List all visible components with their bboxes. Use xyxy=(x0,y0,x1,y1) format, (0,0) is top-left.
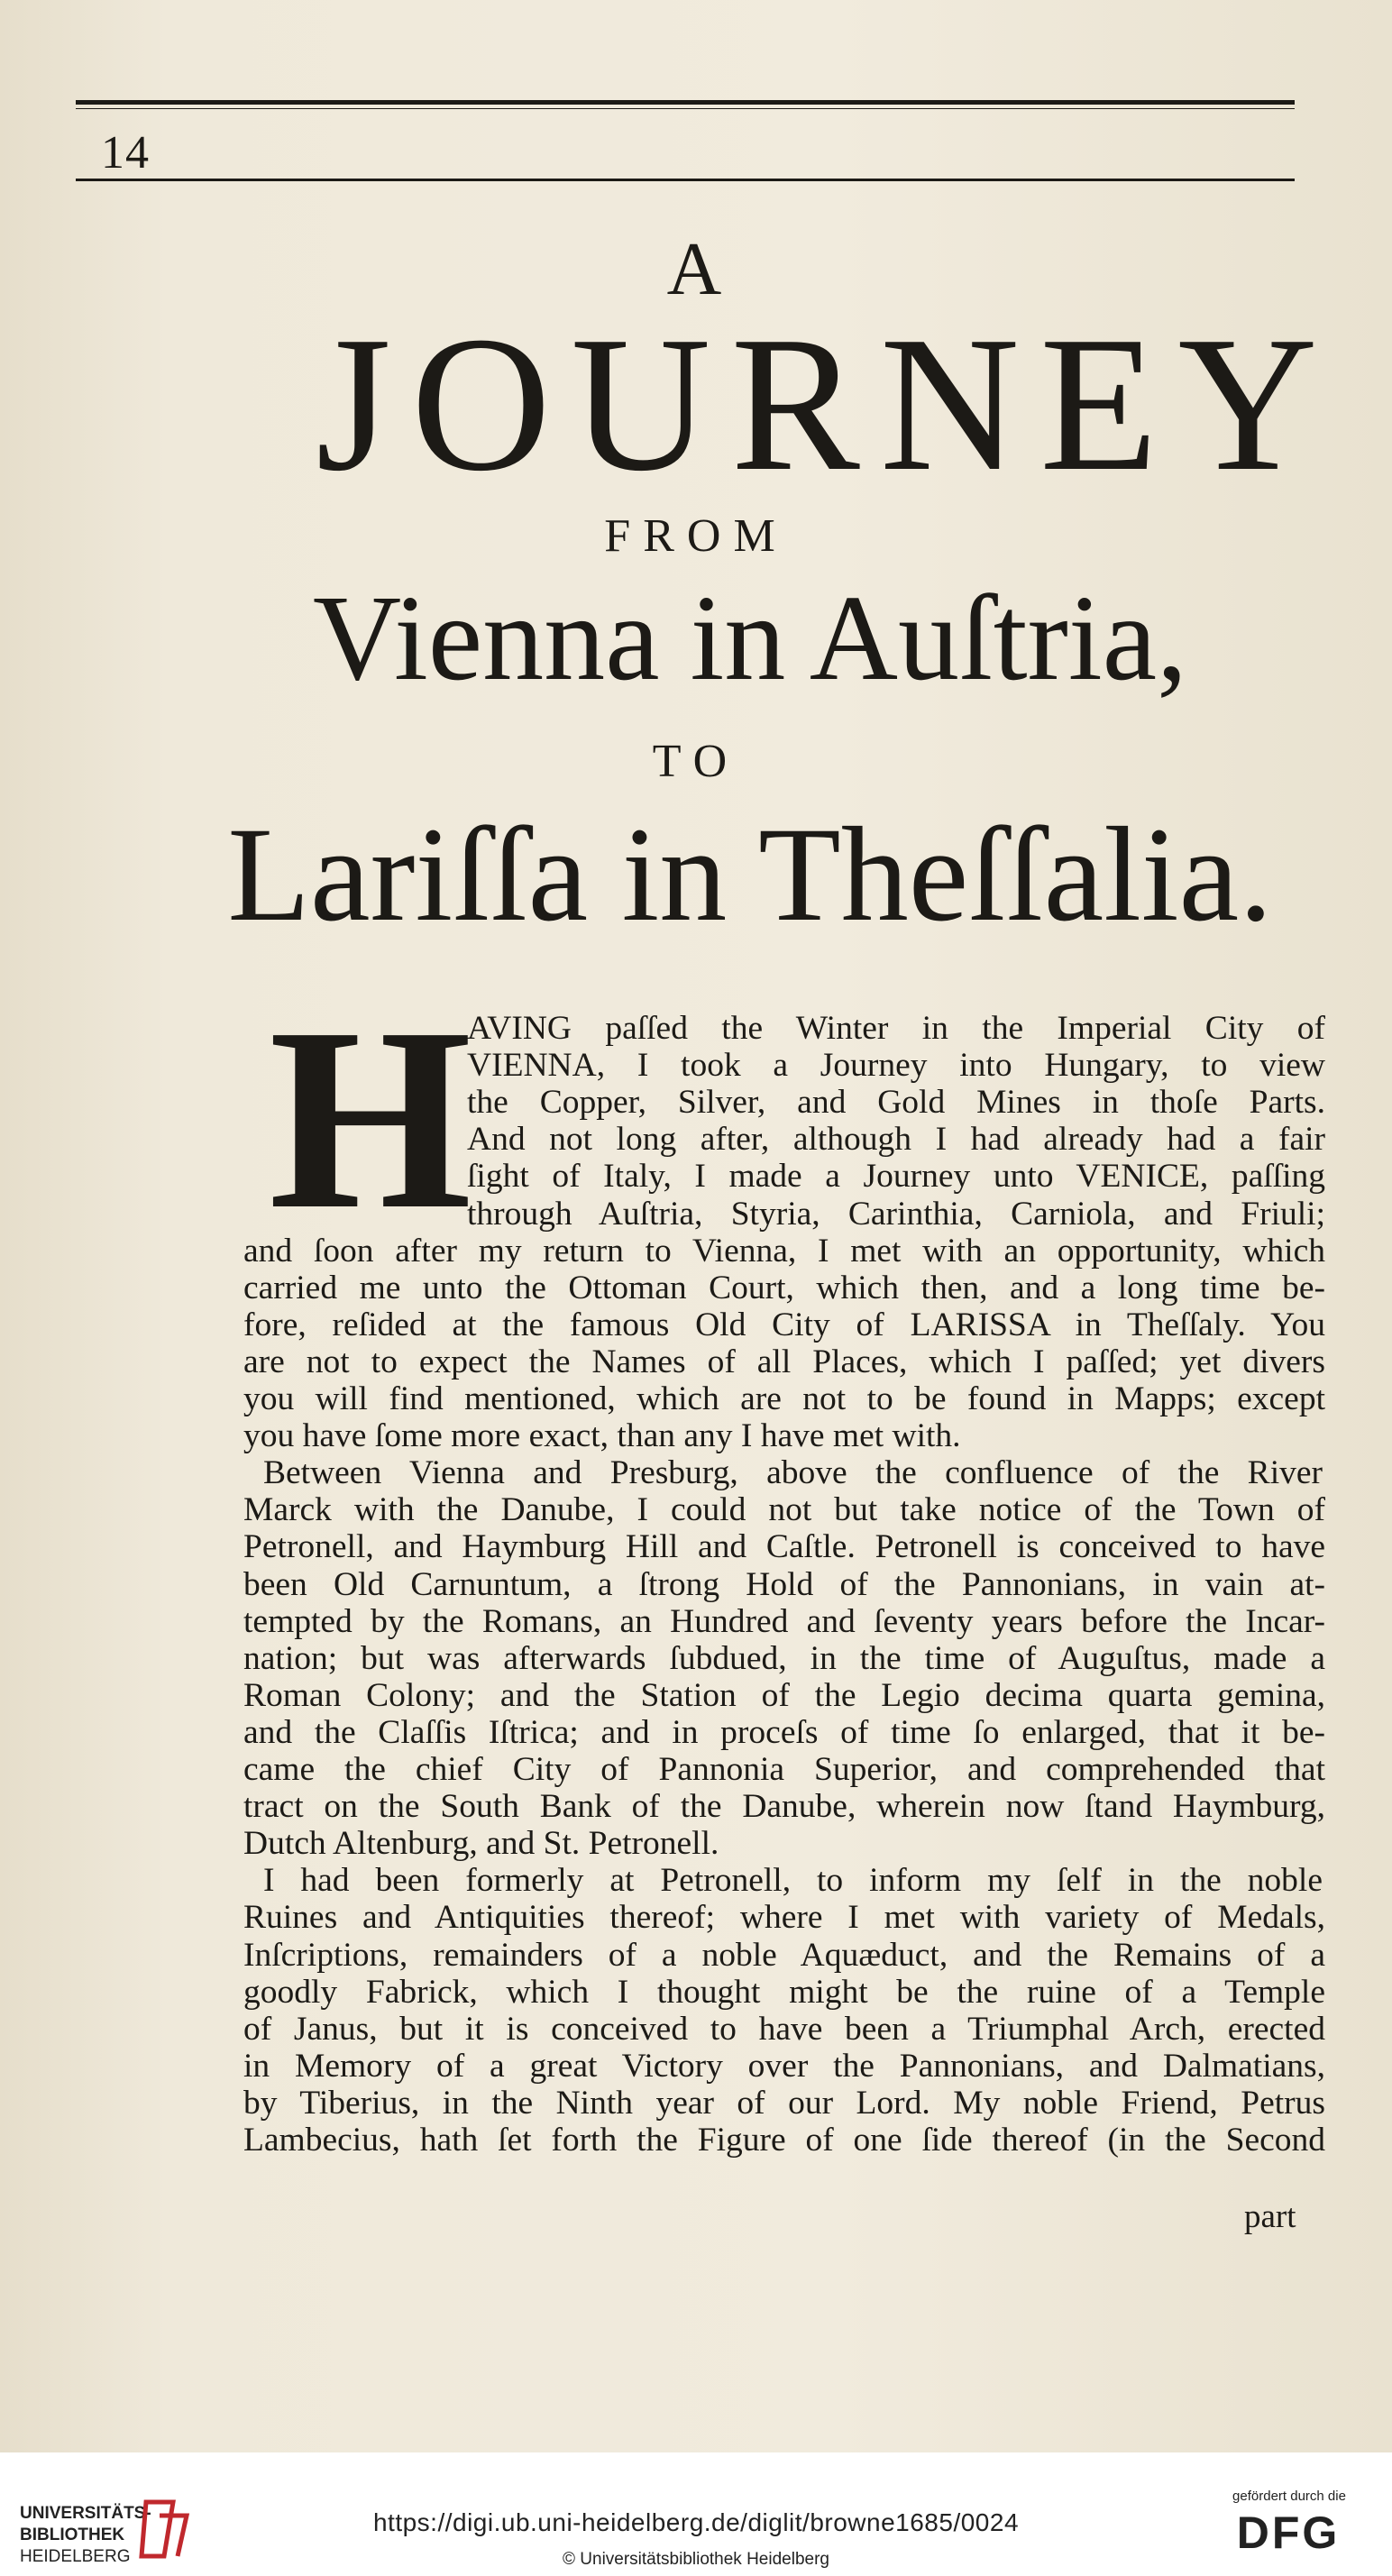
body-line: Dutch Altenburg, and St. Petronell. xyxy=(243,1825,719,1863)
body-line: and ſoon after my return to Vienna, I met with an opportunity, which xyxy=(243,1232,1325,1270)
body-line: Inſcriptions, remainders of a noble Aquæduct, and the Remains of a xyxy=(243,1936,1325,1974)
body-line: tract on the South Bank of the Danube, wherein now ſtand Haymburg, xyxy=(243,1788,1325,1826)
body-line: AVING paſſed the Winter in the Imperial City of xyxy=(467,1010,1325,1047)
body-line: you will find mentioned, which are not to be found in Mapps; except xyxy=(243,1380,1325,1417)
body-line: the Copper, Silver, and Gold Mines in thoſe Parts. xyxy=(467,1084,1325,1122)
copyright-notice: © Universitätsbibliothek Heidelberg xyxy=(563,2550,829,2569)
top-rule-thick xyxy=(76,100,1295,105)
body-line: goodly Fabrick, which I thought might be the ruine of a Temple xyxy=(243,1973,1325,2011)
body-line: Lambecius, hath ſet forth the Figure of one ſide thereof (in the Second xyxy=(243,2122,1325,2159)
body-line: came the chief City of Pannonia Superior, and comprehended that xyxy=(243,1751,1325,1788)
body-line: you have ſome more exact, than any I have met with. xyxy=(243,1417,961,1455)
catchword: part xyxy=(1244,2198,1296,2235)
library-name-line3: HEIDELBERG xyxy=(20,2547,131,2566)
header-rule xyxy=(76,179,1295,181)
body-line: and the Claſſis Iſtrica; and in proceſs of time ſo enlarged, that it be- xyxy=(243,1713,1325,1751)
body-line: VIENNA, I took a Journey into Hungary, to view xyxy=(467,1047,1325,1085)
title-article: A xyxy=(666,227,726,311)
body-line: carried me unto the Ottoman Court, which then, and a long time be- xyxy=(243,1269,1325,1306)
body-line: are not to expect the Names of all Places, which I paſſed; yet divers xyxy=(243,1343,1325,1380)
page-number: 14 xyxy=(101,127,150,179)
body-line: nation; but was afterwards ſubdued, in the time of Auguſtus, made a xyxy=(243,1639,1325,1677)
funded-by-label: gefördert durch die xyxy=(1232,2489,1346,2504)
body-line: of Janus, but it is conceived to have been a Triumphal Arch, erected xyxy=(243,2010,1325,2048)
dfg-logo: DFG xyxy=(1236,2507,1341,2558)
body-line: by Tiberius, in the Ninth year of our Lord. My noble Friend, Petrus xyxy=(243,2084,1325,2122)
body-line: Petronell, and Haymburg Hill and Caſtle. Petronell is conceived to have xyxy=(243,1528,1325,1566)
library-name-line2: BIBLIOTHEK xyxy=(20,2526,125,2544)
digitization-footer xyxy=(0,2452,1392,2576)
body-line: fore, reſided at the famous Old City of LARISSA in Theſſaly. You xyxy=(243,1306,1325,1343)
title-destination: Lariſſa in Theſſalia. xyxy=(227,800,1273,949)
library-name-line1: UNIVERSITÄTS- xyxy=(20,2504,151,2523)
body-line: And not long after, although I had already had a fair xyxy=(467,1121,1325,1159)
body-line: Marck with the Danube, I could not but take notice of the Town of xyxy=(243,1491,1325,1529)
body-line: tempted by the Romans, an Hundred and ſeventy years before the Incar- xyxy=(243,1602,1325,1640)
body-line: Between Vienna and Presburg, above the confluence of the River xyxy=(263,1454,1323,1492)
body-line: Roman Colony; and the Station of the Legio decima quarta gemina, xyxy=(243,1676,1325,1714)
body-line: Ruines and Antiquities thereof; where I met with variety of Medals, xyxy=(243,1899,1325,1937)
body-line: through Auſtria, Styria, Carinthia, Carniola, and Friuli; xyxy=(467,1195,1325,1233)
title-journey: JOURNEY xyxy=(316,296,1338,511)
title-origin: Vienna in Auſtria, xyxy=(312,571,1188,706)
body-line: ſight of Italy, I made a Journey unto VENICE, paſſing xyxy=(467,1158,1325,1196)
page-url-link[interactable]: https://digi.ub.uni-heidelberg.de/diglit/browne1685/0024 xyxy=(372,2508,1020,2536)
top-rule-thin xyxy=(76,108,1295,109)
title-from: FROM xyxy=(604,510,788,562)
body-line: in Memory of a great Victory over the Pannonians, and Dalmatians, xyxy=(243,2047,1325,2085)
body-line: I had been formerly at Petronell, to inform my ſelf in the noble xyxy=(263,1862,1323,1900)
body-line: been Old Carnuntum, a ſtrong Hold of the Pannonians, in vain at- xyxy=(243,1565,1325,1603)
title-to: TO xyxy=(652,736,740,787)
drop-cap: H xyxy=(269,974,472,1263)
